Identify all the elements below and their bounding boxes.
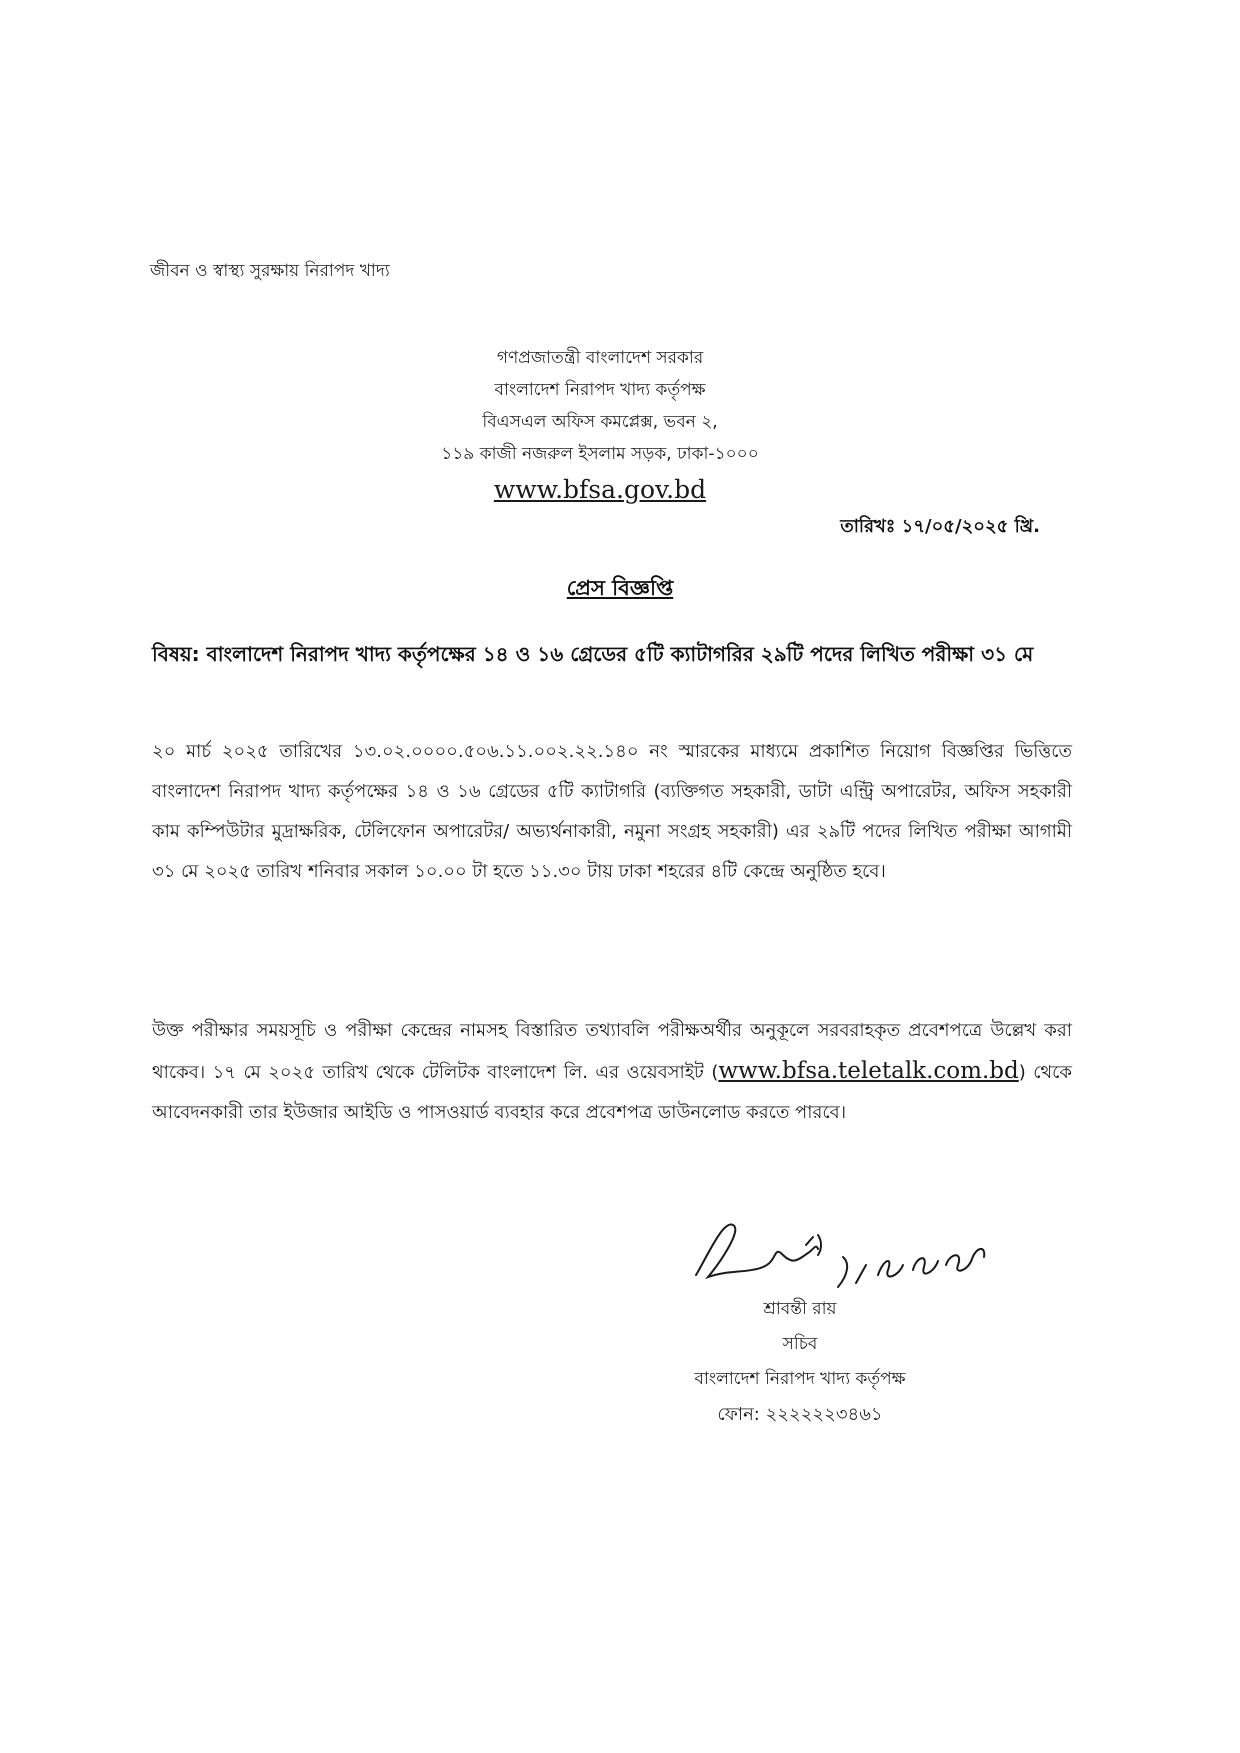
signatory-block <box>620 1292 980 1432</box>
government-name: গণপ্রজাতন্ত্রী বাংলাদেশ সরকার <box>496 348 704 368</box>
signatory-organization: বাংলাদেশ নিরাপদ খাদ্য কর্তৃপক্ষ <box>694 1369 906 1389</box>
paragraph-admit-card-text-2: ) থেকে আবেদনকারী তার ইউজার আইডি ও পাসওয়ার্ড ব্যবহার করে প্রবেশপত্র ডাউনলোড করতে পারবে। <box>152 1062 1072 1123</box>
slogan: জীবন ও স্বাস্থ্য সুরক্ষায় নিরাপদ খাদ্য <box>150 261 390 281</box>
signatory-name: শ্রাবন্তী রায় <box>763 1299 837 1319</box>
signatory-phone: ফোন: ২২২২২২৩৪৬১ <box>717 1404 883 1425</box>
issue-date: তারিখঃ ১৭/০৫/২০২৫ খ্রি. <box>840 516 1040 537</box>
press-release-title: প্রেস বিজ্ঞপ্তি <box>566 576 674 600</box>
letterhead <box>300 342 900 509</box>
teletalk-website-link[interactable]: www.bfsa.teletalk.com.bd <box>718 1058 1019 1084</box>
website-link[interactable]: www.bfsa.gov.bd <box>493 475 707 504</box>
paragraph-admit-card-text-1: উক্ত পরীক্ষার সময়সূচি ও পরীক্ষা কেন্দ্রের নামসহ বিস্তারিত তথ্যাবলি পরীক্ষঅর্থীর অনুকূলে সরবরাহকৃত প্রবেশপত্রে উল্লেখ করা থাকেব। ১৭ মে ২০২৫ তারিখ থেকে টেলিটক বাংলাদেশ লি. এর ওয়েবসাইট ( <box>152 1020 1072 1083</box>
paragraph-exam-notice: ২০ মার্চ ২০২৫ তারিখের ১৩.০২.০০০০.৫০৬.১১.০০২.২২.১৪০ নং স্মারকের মাধ্যমে প্রকাশিত নিয়োগ বিজ্ঞপ্তির ভিত্তিতে বাংলাদেশ নিরাপদ খাদ্য কর্তৃপক্ষের ১৪ ও ১৬ গ্রেডের ৫টি ক্যাটাগরি (ব্যক্তিগত সহকারী, ডাটা এন্ট্রি অপারেটর, অফিস সহকারী কাম কম্পিউটার মুদ্রাক্ষরিক, টেলিফোন অপারেটর/ অভ্যর্থনাকারী, নমুনা সংগ্রহ সহকারী) এর ২৯টি পদের লিখিত পরীক্ষা আগামী ৩১ মে ২০২৫ তারিখ শনিবার সকাল ১০.০০ টা হতে ১১.৩০ টায় ঢাকা শহরের ৪টি কেন্দ্রে অনুষ্ঠিত হবে। <box>152 741 1072 882</box>
authority-name: বাংলাদেশ নিরাপদ খাদ্য কর্তৃপক্ষ <box>494 380 706 400</box>
address-line-1: বিএসএল অফিস কমপ্লেক্স, ভবন ২, <box>482 412 718 432</box>
signatory-designation: সচিব <box>782 1334 818 1354</box>
paragraph-admit-card <box>152 1011 1072 1133</box>
address-line-2: ১১৯ কাজী নজরুল ইসলাম সড়ক, ঢাকা-১০০০ <box>441 444 759 464</box>
subject-line: বিষয়: বাংলাদেশ নিরাপদ খাদ্য কর্তৃপক্ষের ১৪ ও ১৬ গ্রেডের ৫টি ক্যাটাগরির ২৯টি পদের লিখিত পরীক্ষা ৩১ মে <box>152 642 1034 666</box>
